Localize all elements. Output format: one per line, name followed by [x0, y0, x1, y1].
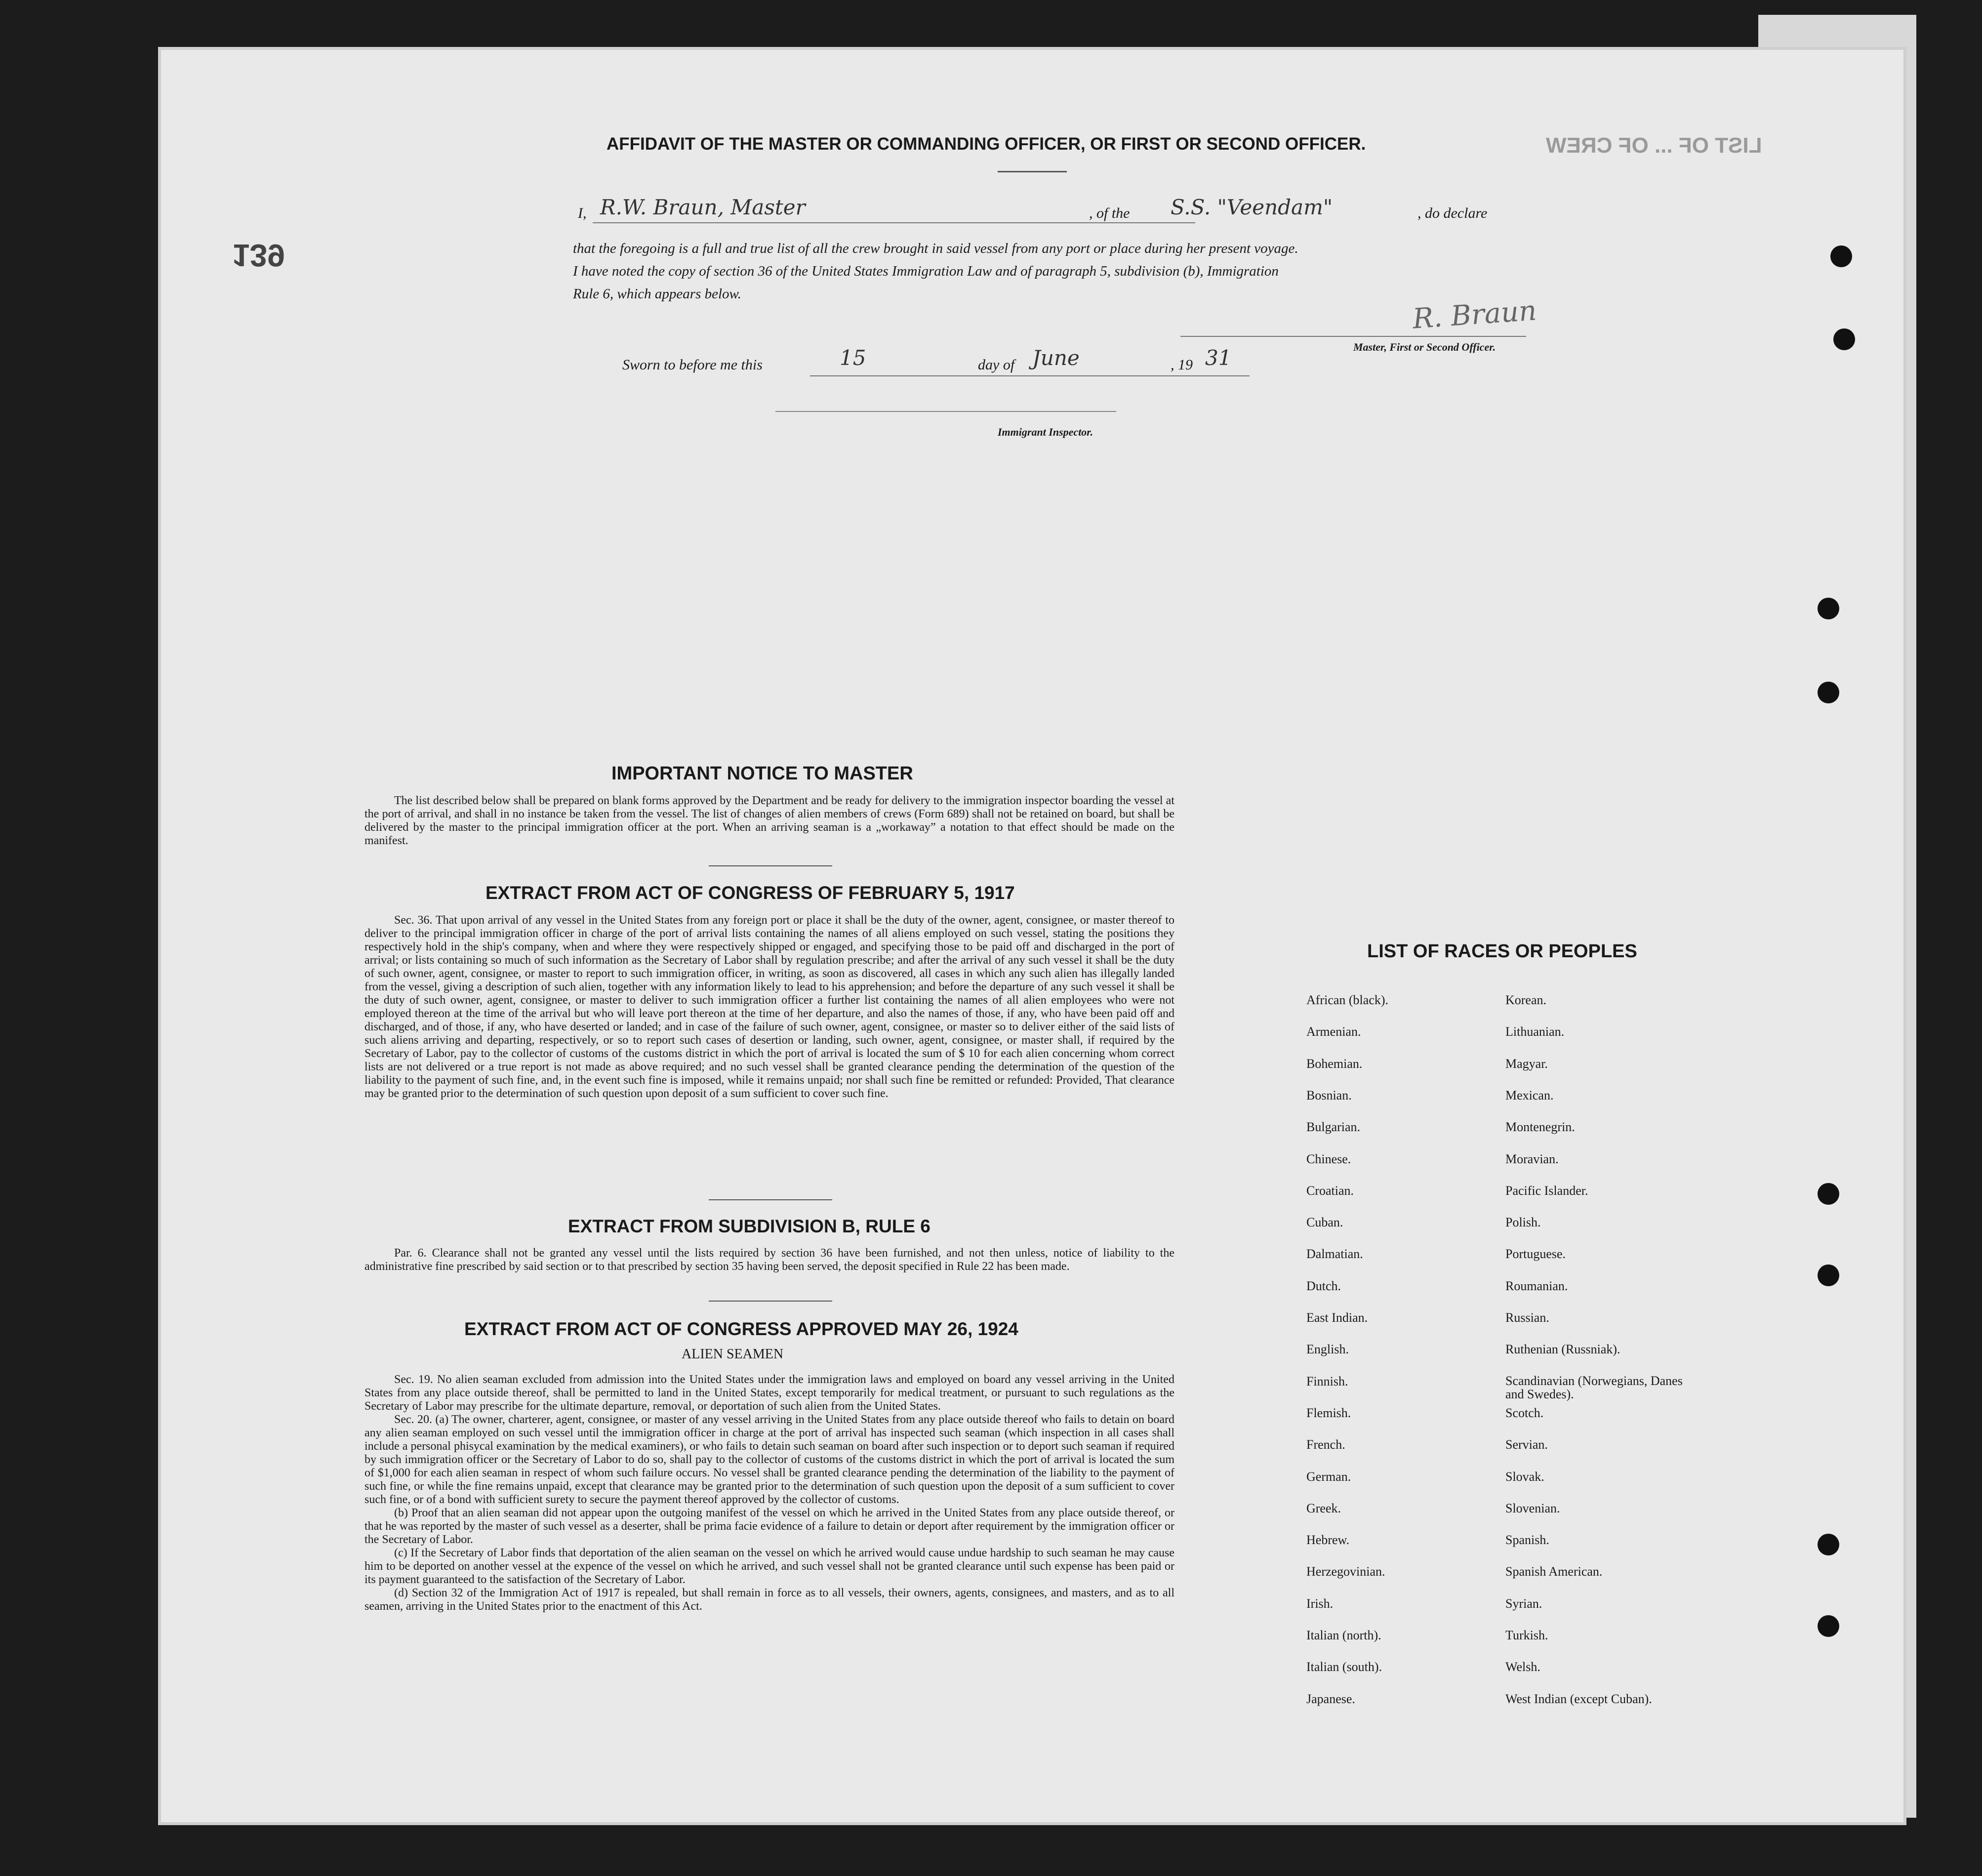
race-item: Armenian.: [1306, 1024, 1361, 1039]
race-item: English.: [1306, 1342, 1349, 1357]
race-item: Flemish.: [1306, 1405, 1351, 1420]
extract-1924-p4: (c) If the Secretary of Labor finds that deportation of the alien seaman on the vessel on which he arrived would cause undue hardship to such seaman he may cause him to be deported on another vessel at the expence of the vessel on which he arrived, and such vessel shall not be granted clearance until such expense has been paid or its payment guaranteed to the satisfaction of the Secretary of Labor.: [364, 1547, 1174, 1586]
extract-1924-subtitle: ALIEN SEAMEN: [682, 1346, 784, 1362]
race-item: Mexican.: [1505, 1088, 1554, 1102]
divider: [709, 1199, 832, 1200]
race-item: Irish.: [1306, 1596, 1334, 1611]
race-item: Bohemian.: [1306, 1056, 1363, 1071]
master-signature: R. Braun: [1412, 294, 1538, 335]
race-item: Roumanian.: [1505, 1278, 1568, 1293]
subdivision-title: EXTRACT FROM SUBDIVISION B, RULE 6: [568, 1216, 930, 1236]
extract-1924-p2: Sec. 20. (a) The owner, charterer, agent, consignee, or master of any vessel arriving in the United States from any place outside thereof who fails to detain on board any alien seaman employed on such vessel until the immigration officer in charge at the port of arrival has inspected such seaman (which inspection in all cases shall include a personal phisycal examination by the medical examiners), or who fails to detain such seaman on board after such inspection or to deport such seaman if required by such immigration officer or the Secretary of Labor to do so, shall pay to the collector of customs of the customs district in which the port of arrival is located the sum of $1,000 for each alien seaman in respect of whom such failure occurs. No vessel shall be granted clearance pending the determination of the liability to the payment of such fine, or while the fine remains unpaid, except that clearance may be granted prior to the determination of such question upon the deposit of a sum sufficient to cover such fine, or of a bond with sufficient surety to secure the payment thereof approved by the collector of customs.: [364, 1413, 1174, 1506]
race-item: Russian.: [1505, 1310, 1549, 1325]
extract-1924-p1: Sec. 19. No alien seaman excluded from admission into the United States under the immigration laws and employed on board any vessel arriving in the United States from any place outside thereof, shall be permitted to land in the United States, except temporarily for medical treatment, or pursuant to such regulations as the Secretary of Labor may prescribe for the ultimate departure, removal, or deportation of such alien from the United States.: [364, 1373, 1174, 1413]
of-the-label: , of the: [1089, 205, 1130, 221]
binder-hole: [1833, 328, 1855, 350]
race-item: East Indian.: [1306, 1310, 1368, 1325]
affidavit-title: AFFIDAVIT OF THE MASTER OR COMMANDING OFFICER, OR FIRST OR SECOND OFFICER.: [607, 134, 1366, 154]
sworn-line: [622, 346, 1264, 380]
race-item: Pacific Islander.: [1505, 1183, 1588, 1198]
fill-line: [810, 375, 1250, 376]
binder-hole: [1818, 1264, 1839, 1286]
notice-title: IMPORTANT NOTICE TO MASTER: [611, 763, 913, 784]
race-item: Bulgarian.: [1306, 1120, 1361, 1135]
race-item: Scandinavian (Norwegians, Danes and Swedes).: [1505, 1373, 1683, 1401]
notice-text: The list described below shall be prepared on blank forms approved by the Department and be ready for delivery to the immigration inspector boarding the vessel at the port of arrival, and shall in no instance be taken from the vessel. The list of changes of alien members of crews (Form 689) shall not be retained on board, but shall be delivered by the master to the principal immigration officer at the port. When an arriving seaman is a „workaway” a notation to that effect should be made on the manifest.: [364, 794, 1174, 847]
sworn-year-prefix: , 19: [1171, 357, 1193, 373]
race-item: Magyar.: [1505, 1056, 1548, 1071]
fill-line: [593, 222, 1195, 223]
extract-1917-title: EXTRACT FROM ACT OF CONGRESS OF FEBRUARY 5, 1917: [485, 883, 1015, 903]
race-item: Finnish.: [1306, 1374, 1348, 1388]
affidavit-i: I,: [578, 205, 587, 221]
race-item: West Indian (except Cuban).: [1505, 1691, 1652, 1706]
race-item: German.: [1306, 1469, 1351, 1484]
binder-hole: [1818, 1183, 1839, 1205]
affidavit-line-1: that the foregoing is a full and true list of all the crew brought in said vessel from any port or place during her present voyage.: [573, 241, 1298, 256]
race-item: Herzegovinian.: [1306, 1564, 1385, 1579]
race-item: Moravian.: [1505, 1151, 1559, 1166]
binder-hole: [1818, 598, 1839, 619]
race-item: Slovak.: [1505, 1469, 1544, 1484]
race-item: Spanish American.: [1505, 1564, 1603, 1579]
race-item: Bosnian.: [1306, 1088, 1352, 1102]
extract-1924-p3: (b) Proof that an alien seaman did not appear upon the outgoing manifest of the vessel on which he arrived in the United States from any place outside thereof, or that he was reported by the master of such vessel as a deserter, shall be prima facie evidence of a failure to detain or deport after requirement by the immigration officer or the Secretary of Labor.: [364, 1507, 1174, 1546]
race-item: Dutch.: [1306, 1278, 1341, 1293]
binder-hole: [1818, 682, 1839, 703]
race-item: Turkish.: [1505, 1628, 1548, 1642]
races-right-column: [1505, 993, 1728, 1719]
subdivision-text: Par. 6. Clearance shall not be granted any vessel until the lists required by section 36 have been furnished, and not then unless, notice of liability to the administrative fine prescribed by said section or to that prescribed by section 35 having been served, the deposit specified in Rule 22 has been made.: [364, 1247, 1174, 1273]
race-item: Dalmatian.: [1306, 1247, 1363, 1262]
sworn-day: 15: [840, 346, 866, 370]
sworn-day-of: day of: [978, 357, 1015, 373]
race-item: Montenegrin.: [1505, 1120, 1575, 1135]
signature-line: [1180, 336, 1526, 337]
extract-1917-text: Sec. 36. That upon arrival of any vessel in the United States from any foreign port or place it shall be the duty of the owner, agent, consignee, or master thereof to deliver to the principal immigration officer in charge of the port of arrival lists containing the names of all aliens employed on such vessel, stating the positions they respectively hold in the ship's company, when and where they were respectively shipped or engaged, and specifying those to be paid off and discharged in the port of arrival; or lists containing so much of such information as the Secretary of Labor shall by regulation prescribe; and after the arrival of any such vessel it shall be the duty of such owner, agent, consignee, or master to report to such immigration officer, in writing, as soon as discovered, all cases in which any such alien has illegally landed from the vessel, giving a description of such alien, together with any information likely to lead to his apprehension; and before the departure of any such vessel it shall be the duty of such owner, agent, consignee, or master to deliver to such immigration officer a further list containing the names of all alien employees who were not employed thereon at the time of the arrival but who will leave port thereon at the time of her departure, and also the names of those, if any, who have been paid off and discharged, and of those, if any, who have deserted or landed; and in case of the failure of such owner, agent, consignee, or master so to deliver either of the said lists of such aliens arriving and departing, respectively, or so to report such cases of desertion or landing, such owner, agent, consignee, or master shall, if required by the Secretary of Labor, pay to the collector of customs of the customs district in which the port of arrival is located the sum of $ 10 for each alien concerning whom correct lists are not delivered or a true report is not made as above required; and no such vessel shall be granted clearance pending the determination of the question of the liability to the payment of such fine, and, in the event such fine is imposed, while it remains unpaid; nor shall such fine be remitted or refunded: Provided, That clearance may be granted prior to the determination of such question upon deposit of a sum sufficient to cover such fine.: [364, 914, 1174, 1100]
affidavit-line-3: Rule 6, which appears below.: [573, 286, 741, 302]
inspector-line: [775, 411, 1116, 412]
page-number: 139: [232, 238, 285, 273]
race-item: Greek.: [1306, 1501, 1341, 1515]
race-item: Servian.: [1505, 1437, 1548, 1452]
race-item: African (black).: [1306, 993, 1389, 1007]
race-item: Chinese.: [1306, 1151, 1351, 1166]
race-item: Lithuanian.: [1505, 1024, 1565, 1039]
race-item: French.: [1306, 1437, 1345, 1452]
binder-hole: [1818, 1615, 1839, 1637]
race-item: Polish.: [1505, 1215, 1541, 1230]
race-item: Hebrew.: [1306, 1533, 1350, 1548]
extract-1924-p5: (d) Section 32 of the Immigration Act of 1917 is repealed, but shall remain in force as to all vessels, their owners, agents, consignees, and masters, and as to all seamen, arriving in the United States prior to the enactment of this Act.: [364, 1587, 1174, 1613]
binder-hole: [1818, 1534, 1839, 1555]
divider: [709, 1301, 832, 1302]
race-item: Welsh.: [1505, 1660, 1540, 1674]
race-item: Spanish.: [1505, 1533, 1549, 1548]
race-item: Portuguese.: [1505, 1247, 1566, 1262]
race-item: Italian (south).: [1306, 1660, 1382, 1674]
vessel-name-handwritten: S.S. "Veendam": [1171, 195, 1333, 219]
signature-caption: Master, First or Second Officer.: [1353, 341, 1496, 353]
sworn-prefix: Sworn to before me this: [622, 357, 763, 373]
race-item: Italian (north).: [1306, 1628, 1381, 1642]
race-item: Ruthenian (Russniak).: [1505, 1342, 1620, 1357]
race-item: Croatian.: [1306, 1183, 1354, 1198]
race-item: Japanese.: [1306, 1691, 1355, 1706]
binder-hole: [1830, 245, 1852, 267]
extract-1924-title: EXTRACT FROM ACT OF CONGRESS APPROVED MAY 26, 1924: [464, 1319, 1018, 1339]
sworn-month: June: [1032, 346, 1080, 370]
races-title: LIST OF RACES OR PEOPLES: [1367, 941, 1637, 962]
sworn-year: 31: [1205, 346, 1232, 370]
do-declare-label: , do declare: [1417, 205, 1488, 221]
divider: [709, 865, 832, 866]
affidavit-body: [573, 237, 1516, 305]
affidavit-declaration-line: [578, 195, 1516, 225]
affidavit-line-2: I have noted the copy of section 36 of the United States Immigration Law and of paragraph 5, subdivision (b), Immigration: [573, 263, 1279, 279]
race-item: Scotch.: [1505, 1405, 1544, 1420]
master-name-handwritten: R.W. Braun, Master: [600, 195, 806, 219]
race-item: Cuban.: [1306, 1215, 1343, 1230]
race-item: Slovenian.: [1505, 1501, 1560, 1515]
races-left-column: [1306, 993, 1494, 1719]
inspector-caption: Immigrant Inspector.: [998, 426, 1093, 438]
extract-1924-body: [364, 1373, 1174, 1613]
race-item: Korean.: [1505, 993, 1547, 1007]
race-item: Syrian.: [1505, 1596, 1542, 1611]
bleed-through-header: LIST OF ... OF CREW: [1546, 133, 1762, 158]
divider: [998, 171, 1067, 172]
